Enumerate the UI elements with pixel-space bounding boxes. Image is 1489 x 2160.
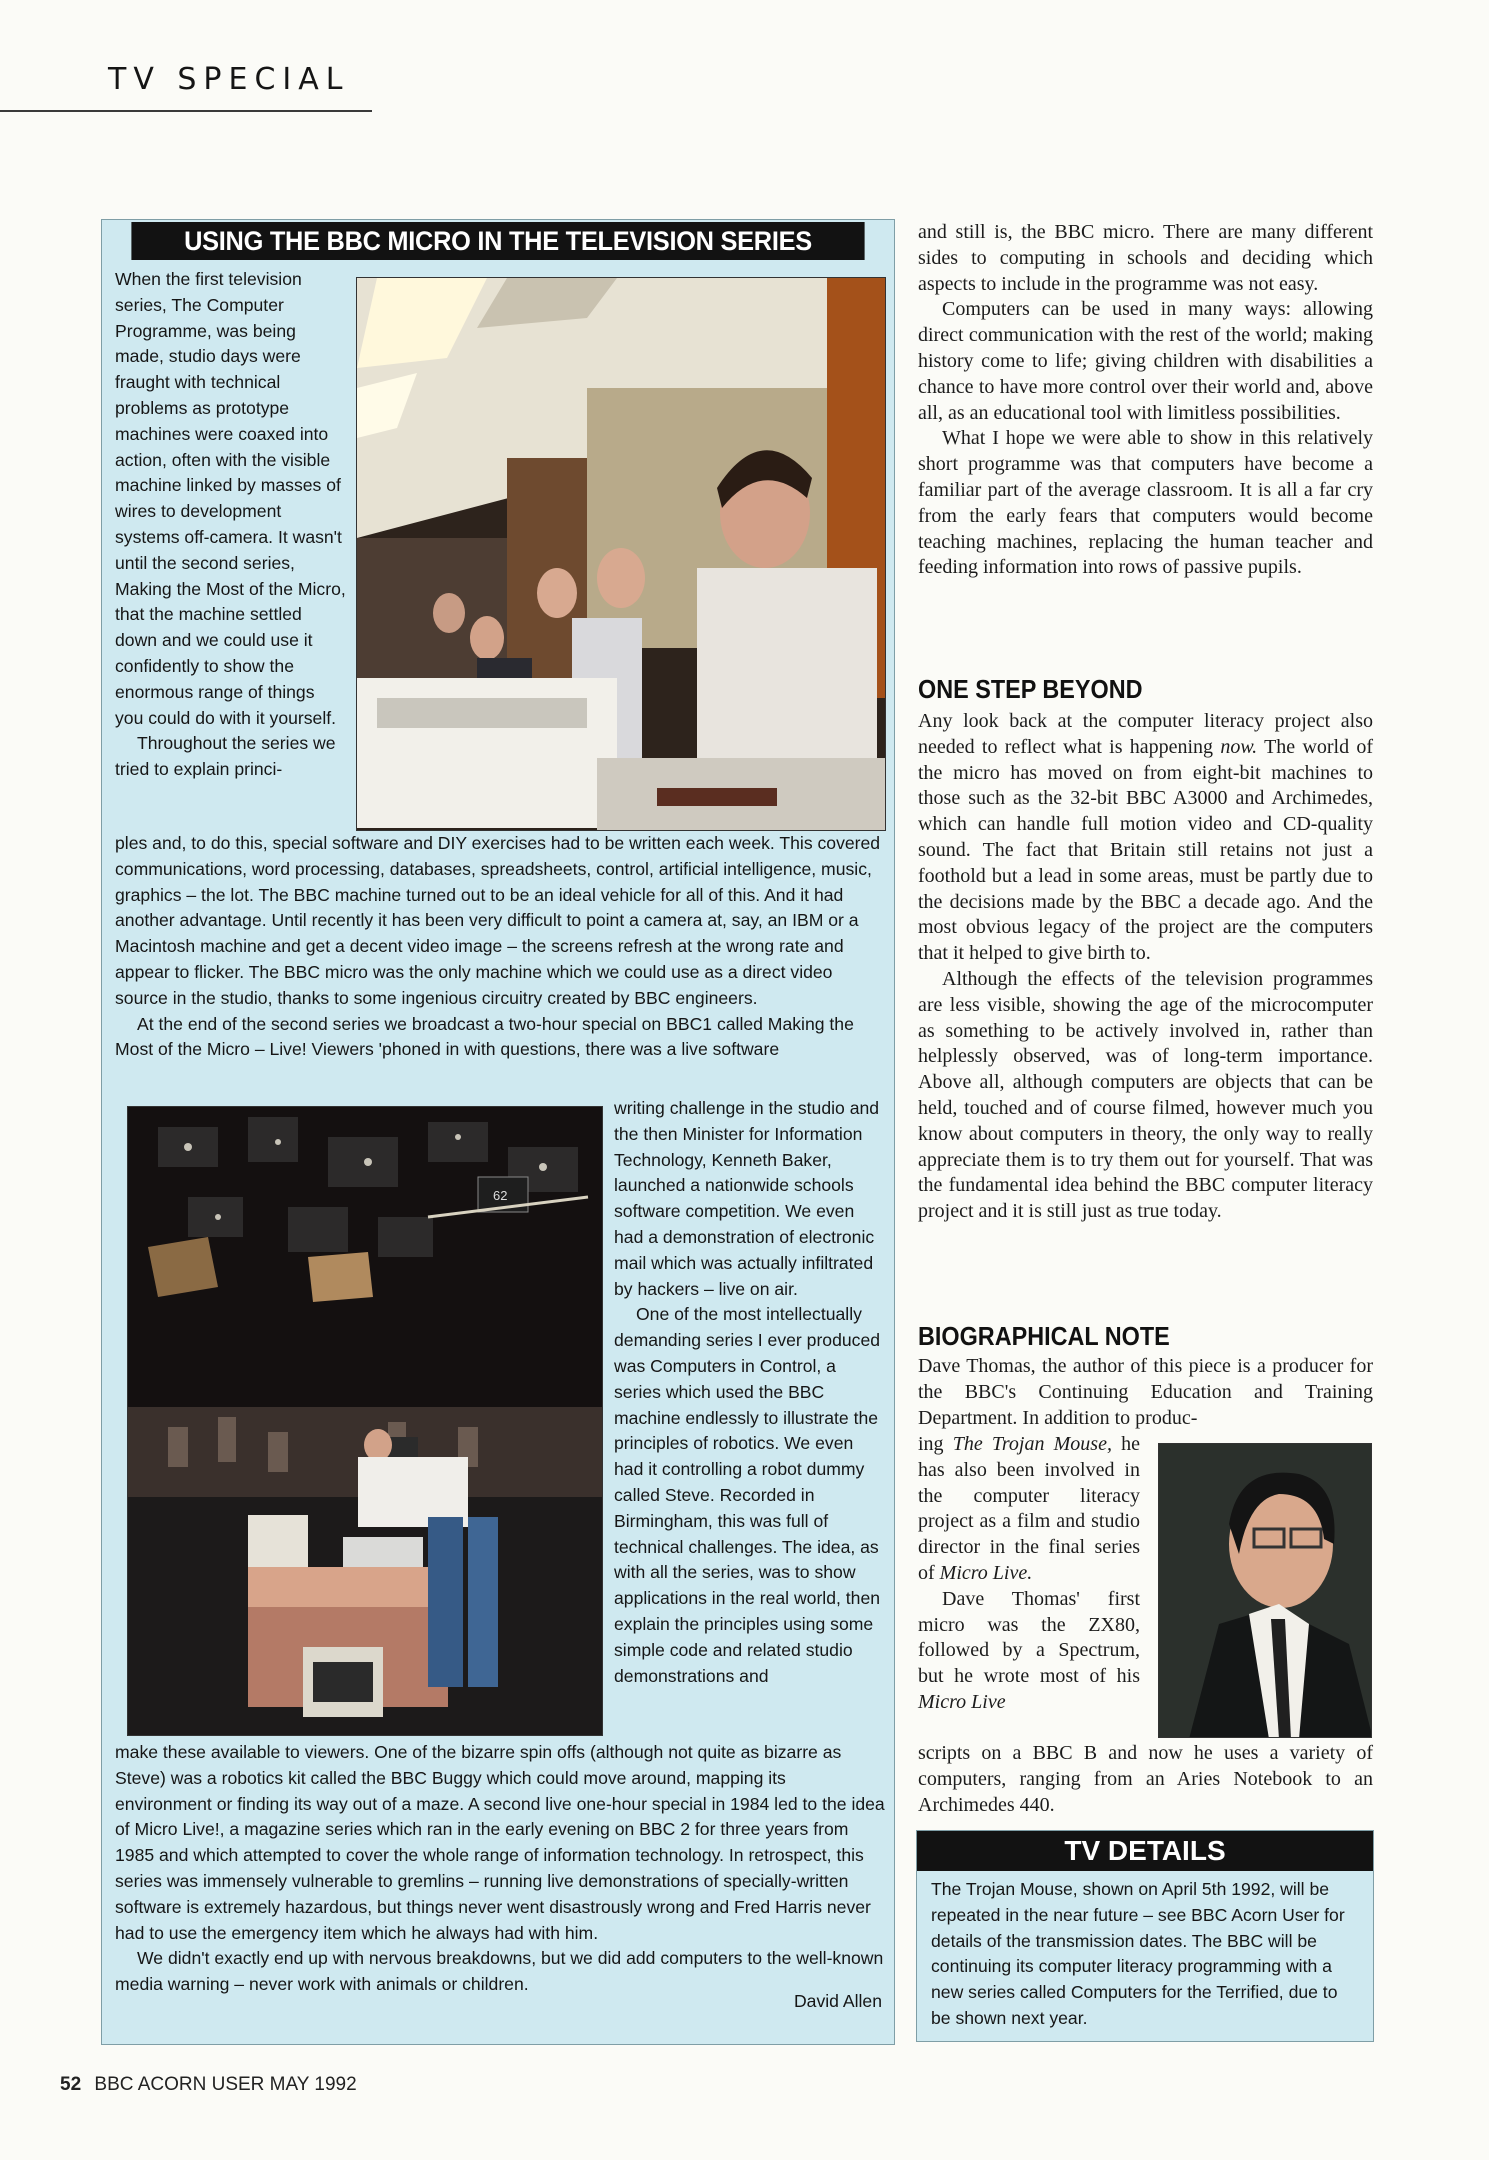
bio-p2-narrow [918, 1587, 1140, 1716]
heading-one-step-beyond: ONE STEP BEYOND [918, 674, 1143, 704]
bio-tail [918, 1741, 1373, 1818]
author-photo [1158, 1443, 1372, 1738]
studio-presenters-image [357, 278, 886, 831]
bio-wide [918, 1354, 1373, 1431]
col-p-ways: Computers can be used in many ways: allowing direct communication with the rest of the world; making history come to life; giving children with disabilities a chance to have more control over their world and, above all, as an educational tool with limitless possibilities. [918, 298, 1373, 424]
col-p-look [918, 709, 1373, 967]
tv-details-title: TV DETAILS [917, 1831, 1373, 1871]
bio2-b: scripts on a BBC B and now he uses a variety of computers, ranging from an Aries Notebook to an Archimedes 440. [918, 1742, 1373, 1816]
studio-floor-photo [127, 1106, 603, 1736]
section-rule [0, 110, 372, 112]
box-paragraph-4 [115, 1740, 885, 1998]
box-p4-rest: make these available to viewers. One of the bizarre spin offs (although not quite as bizarre as Steve) was a robotics kit called the BBC Buggy which could move around, mapping its environment or finding its way out of a maze. A second live one-hour special in 1984 led to the idea of Micro Live!, a magazine series which ran in the early evening on BBC 2 for three years from 1985 and which attempted to cover the whole range of information technology. In retrospect, this series was immensely vulnerable to gremlins – running live demonstrations of specially-written software is extremely hazardous, but things never went disastrously wrong and Fred Harris never had to use the emergency item which he always had with him. [115, 1742, 885, 1943]
bio2-micro-live: Micro Live [918, 1690, 1006, 1713]
bio2-a: Dave Thomas' first micro was the ZX80, followed by a Spectrum, but he wrote most of his [918, 1587, 1140, 1688]
box-paragraph-3 [614, 1096, 886, 1689]
studio-presenters-photo [356, 277, 886, 831]
bio-p-narrow [918, 1432, 1140, 1587]
bio-trojan-mouse: The Trojan Mouse, [952, 1433, 1112, 1455]
tv-details-box [916, 1830, 1374, 2042]
magazine-issue: BBC ACORN USER MAY 1992 [94, 2074, 357, 2095]
monitor-number: 62 [493, 1188, 508, 1203]
col-p-look-a: Any look back at the computer literacy project also needed to reflect what is happening [918, 710, 1373, 758]
col-p-continued: and still is, the BBC micro. There are many different sides to computing in schools and deciding which aspects to include in the programme was not easy. [918, 221, 1373, 295]
box-p4-start: One of the most intellectually demanding series I ever produced was Computers in Control, a series which used the BBC machine endlessly to illustrate the principles of robotics. We even had it controlling a robot dummy called Steve. Recorded in Birmingham, this was full of technical challenges. The idea, as with all the series, was to show applications in the real world, then explain the principles using some simple code and related studio demonstrations and [614, 1304, 881, 1686]
tv-details-text: The Trojan Mouse, shown on April 5th 1992, will be repeated in the near future – see BBC Acorn User for details of the transmission dates. The BBC will be continuing its computer literacy programming with a new series called Computers for the Terrified, due to be shown next year. [931, 1879, 1345, 2028]
bio-a: ing [918, 1433, 944, 1455]
heading-biographical-note: BIOGRAPHICAL NOTE [918, 1321, 1170, 1351]
col-p-look-now: now. [1220, 735, 1258, 758]
studio-floor-image [128, 1107, 603, 1736]
box-p5: We didn't exactly end up with nervous breakdowns, but we did add computers to the well-known media warning – never work with animals or children. [115, 1948, 884, 1995]
main-column-top [918, 220, 1373, 581]
box-p1: When the first television series, The Computer Programme, was being made, studio days were fraught with technical problems as prototype machines were coaxed into action, often with the visible machine linked by masses of wires to development systems off-camera. It wasn't until the second series, Making the Most of the Micro, that the machine settled down and we could use it confidently to show the enormous range of things you could do with it yourself. [115, 269, 346, 728]
col-p-hope: What I hope we were able to show in this relatively short programme was that computers have become a familiar part of the average classroom. It is all a far cry from the early fears that computers would become teaching machines, replacing the human teacher and feeding information into rows of passive pupils. [918, 427, 1373, 579]
box-p2-rest: ples and, to do this, special software and DIY exercises had to be written each week. This covered communications, word processing, databases, spreadsheets, control, artificial intelligence, music, graphics – the lot. The BBC machine turned out to be an ideal vehicle for all of this. And it had another advantage. Until recently it has been very difficult to point a camera at, say, an IBM or a Macintosh machine and get a decent video image – the screens refresh at the wrong rate and appear to flicker. The BBC micro was the only machine which we could use as a direct video source in the studio, thanks to some ingenious circuitry created by BBC engineers. [115, 833, 881, 1008]
box-paragraph-1 [115, 267, 347, 783]
box-paragraph-2 [115, 831, 885, 1063]
section-label: TV SPECIAL [108, 62, 350, 97]
col-p-look-b: The world of the micro has moved on from eight-bit machines to those such as the 32-bit BBC A3000 and Archimedes, which can handle full motion video and CD-quality sound. The fact that Britain still retains not just a foothold but a lead in some areas, must be partly due to the decisions made by the BBC a decade ago. And the most obvious legacy of the project are the computers that it helped to give birth to. [918, 735, 1374, 965]
box-p3-rest: writing challenge in the studio and the then Minister for Information Technology, Kenneth Baker, launched a nationwide schools software competition. We even had a demonstration of electronic mail which was actually infiltrated by hackers – live on air. [614, 1098, 880, 1299]
author-portrait-image [1159, 1444, 1372, 1738]
box-p2-start: Throughout the series we tried to explain princi- [115, 733, 336, 780]
page-footer [60, 2074, 357, 2096]
main-column-middle [918, 709, 1373, 1225]
byline: David Allen [793, 1991, 882, 2011]
bio-micro-live: Micro Live. [939, 1561, 1033, 1584]
bio-p-wide: Dave Thomas, the author of this piece is a producer for the BBC's Continuing Education and Training Department. In addition to produc- [918, 1355, 1373, 1429]
box-p3-start: At the end of the second series we broadcast a two-hour special on BBC1 called Making the Most of the Micro – Live! Viewers 'phoned in with questions, there was a live software [115, 1013, 854, 1060]
col-p-effects: Although the effects of the television programmes are less visible, showing the age of the microcomputer as something to be actively involved in, rather than helplessly observed, was of long-term importance. Above all, although computers are objects that can be held, touched and of course filmed, however much you know about computers in theory, the only way to really appreciate them is to try them out for yourself. That was the fundamental idea behind the BBC computer literacy project and it is still just as true today. [918, 967, 1373, 1223]
page-number: 52 [60, 2074, 82, 2095]
sidebar-article-box [101, 219, 895, 2045]
box-title: USING THE BBC MICRO IN THE TELEVISION SERIES [131, 222, 864, 260]
bio-narrow [918, 1432, 1140, 1716]
bio-b: he has also been involved in the computer literacy project as a film and studio director in the final series of [918, 1433, 1141, 1584]
